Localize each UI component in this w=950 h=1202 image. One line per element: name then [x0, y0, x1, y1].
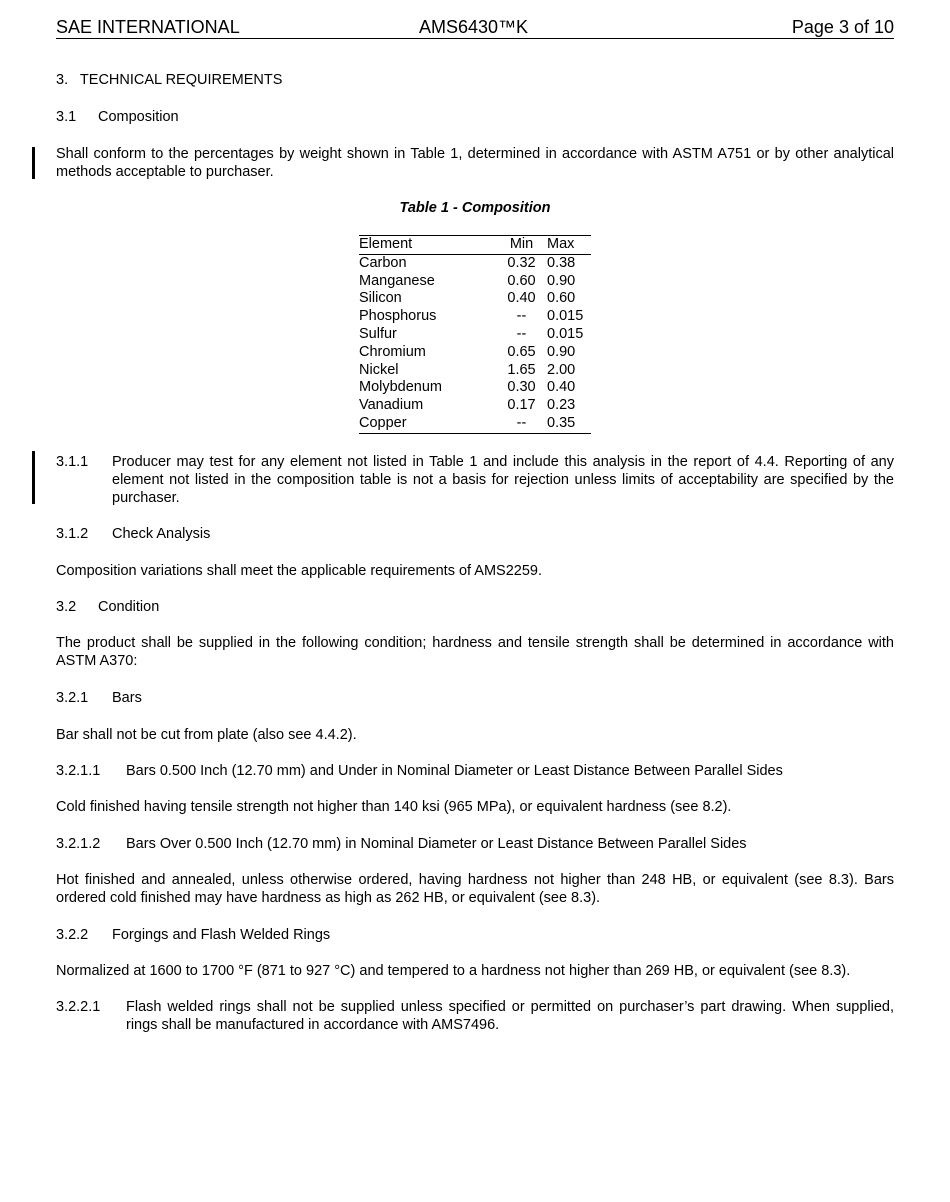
cell-min: --	[516, 308, 527, 325]
section-3-2-2-1	[56, 998, 894, 1033]
column-header-element: Element	[359, 236, 496, 255]
section-number: 3.2.2.1	[56, 999, 101, 1015]
cell-element: Molybdenum	[359, 379, 443, 396]
cell-min: 0.32	[507, 254, 536, 271]
cell-min: --	[496, 415, 547, 433]
section-number: 3.2	[56, 599, 77, 615]
cell-min: 0.65	[507, 343, 536, 360]
section-3-heading	[56, 71, 894, 89]
header-doc-number: AMS6430™K	[419, 17, 529, 37]
cell-element: Sulfur	[359, 325, 397, 342]
table-row	[359, 273, 591, 291]
section-title: Condition	[98, 599, 160, 615]
section-3-2-1-heading	[56, 689, 894, 707]
table-row	[359, 397, 591, 415]
cell-max: 0.40	[547, 379, 576, 396]
table-row	[359, 290, 591, 308]
cell-min: 1.65	[507, 361, 536, 378]
table-header-row	[359, 236, 591, 255]
cell-max: 0.015	[547, 325, 584, 342]
column-header-min: Min	[496, 236, 547, 255]
cell-element: Nickel	[359, 361, 399, 378]
section-number: 3.	[56, 72, 69, 88]
cell-min: 0.40	[507, 290, 536, 307]
section-body: Producer may test for any element not listed in Table 1 and include this analysis in the report of 4.4. Reporting of any element not listed in the composition table is not a basis for rejection unless limits of acceptability are specified by the purchaser.	[112, 454, 894, 506]
cell-min: 0.30	[507, 379, 536, 396]
cell-max: 0.38	[547, 254, 576, 271]
cell-max: 0.90	[547, 272, 576, 289]
section-3-2-body: The product shall be supplied in the following condition; hardness and tensile strength shall be determined in accordance with ASTM A370:	[56, 635, 894, 669]
section-number: 3.1.2	[56, 526, 89, 542]
section-body: Flash welded rings shall not be supplied unless specified or permitted on purchaser’s part drawing. When supplied, rings shall be manufactured in accordance with AMS7496.	[126, 999, 894, 1033]
cell-element: Carbon	[359, 254, 407, 271]
cell-min: 0.60	[507, 272, 536, 289]
section-3-2-2-heading	[56, 926, 894, 944]
section-title: Composition	[98, 109, 179, 125]
section-title: Bars	[112, 690, 142, 706]
section-number: 3.1.1	[56, 454, 89, 470]
table-row	[359, 344, 591, 362]
section-3-2-1-1-body: Cold finished having tensile strength not higher than 140 ksi (965 MPa), or equivalent hardness (see 8.2).	[56, 799, 732, 815]
cell-max: 0.90	[547, 343, 576, 360]
section-3-1-2-body: Composition variations shall meet the applicable requirements of AMS2259.	[56, 563, 543, 579]
table-row	[359, 308, 591, 326]
change-bar	[32, 451, 35, 504]
column-header-max: Max	[547, 236, 591, 255]
table-row	[359, 362, 591, 380]
cell-element: Chromium	[359, 343, 426, 360]
change-bar	[32, 147, 35, 179]
cell-max: 0.60	[547, 290, 576, 307]
section-3-1-1	[56, 453, 894, 506]
table-row	[359, 326, 591, 344]
cell-min: 0.17	[507, 397, 536, 414]
section-3-1-2-heading	[56, 525, 894, 543]
cell-max: 2.00	[547, 361, 576, 378]
section-3-2-heading	[56, 598, 894, 616]
cell-element: Copper	[359, 415, 496, 433]
section-number: 3.2.1.2	[56, 836, 101, 852]
cell-element: Vanadium	[359, 397, 424, 414]
section-title: Bars 0.500 Inch (12.70 mm) and Under in Nominal Diameter or Least Distance Between Parallel Sides	[126, 763, 783, 779]
table-row	[359, 415, 591, 433]
table-caption: Table 1 - Composition	[399, 200, 551, 216]
header-page-number: Page 3 of 10	[791, 17, 894, 37]
section-3-2-2-body: Normalized at 1600 to 1700 °F (871 to 927 °C) and tempered to a hardness not higher than 269 HB, or equivalent (see 8.3).	[56, 963, 851, 979]
cell-max: 0.23	[547, 397, 576, 414]
section-number: 3.1	[56, 109, 77, 125]
page-header	[56, 16, 894, 39]
section-number: 3.2.1	[56, 690, 89, 706]
cell-element: Silicon	[359, 290, 402, 307]
table-row	[359, 254, 591, 272]
composition-table	[359, 235, 591, 434]
section-title: Forgings and Flash Welded Rings	[112, 927, 331, 943]
section-3-1-heading	[56, 108, 894, 126]
section-3-2-1-2-body: Hot finished and annealed, unless otherwise ordered, having hardness not higher than 248 HB, or equivalent (see 8.3). Bars ordered cold finished may have hardness as high as 262 HB, or equivalent (see 8.3).	[56, 872, 894, 906]
section-3-1-body: Shall conform to the percentages by weight shown in Table 1, determined in accordance with ASTM A751 or by other analytical methods acceptable to purchaser.	[56, 146, 894, 180]
section-number: 3.2.1.1	[56, 763, 101, 779]
section-title: Check Analysis	[112, 526, 211, 542]
cell-element: Phosphorus	[359, 308, 437, 325]
header-org: SAE INTERNATIONAL	[56, 17, 240, 37]
section-number: 3.2.2	[56, 927, 89, 943]
cell-max: 0.015	[547, 308, 584, 325]
section-3-2-1-body: Bar shall not be cut from plate (also see 4.4.2).	[56, 727, 357, 743]
cell-max: 0.35	[547, 415, 591, 433]
section-3-2-1-2-heading	[56, 835, 894, 853]
section-title: TECHNICAL REQUIREMENTS	[79, 72, 283, 88]
section-3-2-1-1-heading	[56, 762, 894, 780]
cell-min: --	[516, 325, 527, 342]
section-title: Bars Over 0.500 Inch (12.70 mm) in Nominal Diameter or Least Distance Between Parallel Sides	[126, 836, 747, 852]
cell-element: Manganese	[359, 272, 435, 289]
table-row	[359, 379, 591, 397]
